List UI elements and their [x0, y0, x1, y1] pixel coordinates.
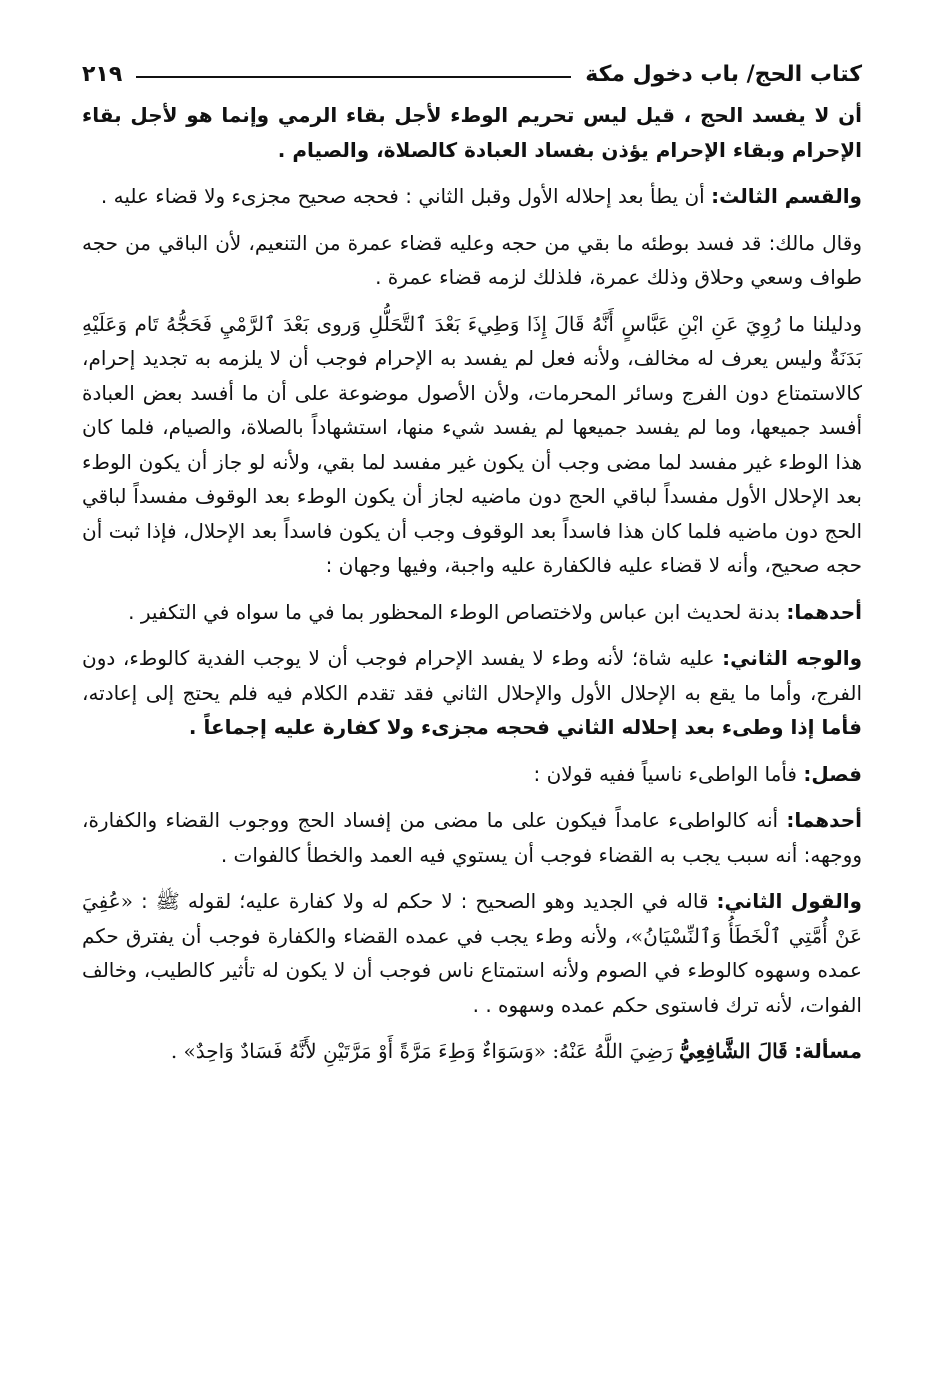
shafii-name: قَالَ الشَّافِعِيُّ — [679, 1039, 788, 1063]
paragraph-second-opinion — [82, 884, 862, 1022]
paragraph-first-view — [82, 595, 862, 630]
lead-first-view: أحدهما: — [786, 599, 862, 624]
paragraph-1-bold: أن لا يفسد الحج ، قيل ليس تحريم الوطء لأجل بقاء الرمي وإنما هو لأجل بقاء الإحرام وبقاء الإحرام يؤذن بفساد العبادة كالصلاة، والصيام . — [82, 103, 862, 162]
header-rule — [136, 76, 571, 78]
hadith-quote: رُوِيَ عَنِ ابْنِ عَبَّاسٍ أَنَّهُ قَالَ إِذَا وَطِيءَ بَعْدَ ٱلتَّحَلُّلِ وَروى بَعْدَ ٱلرَّمْيِ فَحَجُّهُ تَام وَعَلَيْهِ بَدَنَةٌ — [82, 311, 862, 370]
shafii-quote: رَضِيَ اللَّهُ عَنْهُ: «وَسَوَاءٌ وَطِءَ مَرَّةً أَوْ مَرَّتَيْنِ لأَنَّهُ فَسَادٌ وَاحِدٌ» . — [170, 1039, 680, 1063]
lead-second-opinion: والقول الثاني: — [716, 889, 862, 913]
lead-first-opinion: أحدهما: — [786, 808, 862, 832]
paragraph-first-opinion — [82, 803, 862, 872]
paragraph-second-view — [82, 641, 862, 745]
paragraph-section — [82, 757, 862, 792]
paragraph-1 — [82, 98, 862, 167]
page-number: ٢١٩ — [82, 61, 123, 87]
paragraph-malik — [82, 226, 862, 295]
body-text-pre: ودليلنا ما — [780, 311, 862, 336]
body-text-pre: قاله في الجديد وهو الصحيح : لا حكم له ولا كفارة عليه؛ لقوله ﷺ : — [132, 889, 717, 913]
body-text: وليس يعرف له مخالف، ولأنه فعل لم يفسد به الإحرام فوجب أن لا يلزمه به تجديد إحرام، كالاستمتاع دون الفرج وسائر المحرمات، ولأن الأصول موضوعة على أن ما أفسد بعض العبادة أفسد جميعها، وما لم يفسد جميعها لم يفسد شيء منها، استشهاداً بالصلاة، والصيام، فلما كان هذا الوطء غير مفسد لما مضى وجب أن يكون غير مفسد لما بقي، ولأنه لو جاز أن يكون الوطء بعد الإحلال الأول مفسداً لباقي الحج دون ماضيه لجاز أن يكون الوطء بعد الوقوف مفسداً لباقي الحج دون ماضيه فلما كان هذا فاسداً بعد الوقوف وجب أن يكون فاسداً بعد الإحلال، فإذا ثبت أن حجه صحيح، وأنه لا قضاء عليه فالكفارة عليه واجبة، وفيها وجهان : — [82, 346, 862, 577]
body-bold-tail: فأما إذا وطىء بعد إحلاله الثاني فحجه مجزىء ولا كفارة عليه إجماعاً . — [188, 715, 862, 739]
hadith-quote: «عُفِيَ عَنْ أُمَّتِي ٱلْخَطَأُ وَٱلنِّسْيَانُ» — [82, 889, 863, 948]
lead-issue: مسألة: — [794, 1039, 862, 1063]
body-text: أنه كالواطىء عامداً فيكون على ما مضى من إفساد الحج ووجوب القضاء والكفارة، ووجهه: أنه سبب يجب به القضاء فوجب أن يستوي فيه العمد والخطأ كالفوات . — [82, 808, 862, 867]
body-text: بدنة لحديث ابن عباس ولاختصاص الوطء المحظور بما في ما سواه في التكفير . — [128, 599, 787, 624]
paragraph-evidence — [82, 307, 862, 583]
body-text: ، ولأنه وطء يجب في عمده القضاء والكفارة فوجب أن يفترق حكم عمده وسهوه كالوطء في الصوم ولأنه استمتاع ناس فوجب أن لا يكون له تأثير كالطيب، وخالف الفوات، لأنه ترك فاستوى حكم عمده وسهوه . . — [82, 923, 862, 1017]
body-text: فأما الواطىء ناسياً ففيه قولان : — [533, 761, 804, 786]
paragraph-third-section — [82, 179, 862, 214]
lead-third-section: والقسم الثالث: — [711, 184, 862, 208]
lead-second-view: والوجه الثاني: — [722, 646, 862, 670]
page-header — [82, 56, 862, 92]
lead-section: فصل: — [803, 761, 862, 786]
body-text: وقال مالك: قد فسد بوطئه ما بقي من حجه وعليه قضاء عمرة من التنعيم، لأن الباقي من حجه طواف وسعي وحلاق وذلك عمرة، فلذلك لزمه قضاء عمرة . — [82, 230, 862, 289]
body-text: عليه شاة؛ لأنه وطء لا يفسد الإحرام فوجب أن لا يوجب الفدية كالوطء، دون الفرج، وأما ما يقع به الإحلال الأول والإحلال الثاني فقد تقدم الكلام فيه فلم يحتج إلى إعادته، — [82, 646, 862, 705]
body-text: أن يطأ بعد إحلاله الأول وقبل الثاني : فحجه صحيح مجزىء ولا قضاء عليه . — [100, 184, 712, 208]
running-title: كتاب الحج/ باب دخول مكة — [585, 61, 862, 87]
paragraph-issue — [82, 1034, 862, 1069]
